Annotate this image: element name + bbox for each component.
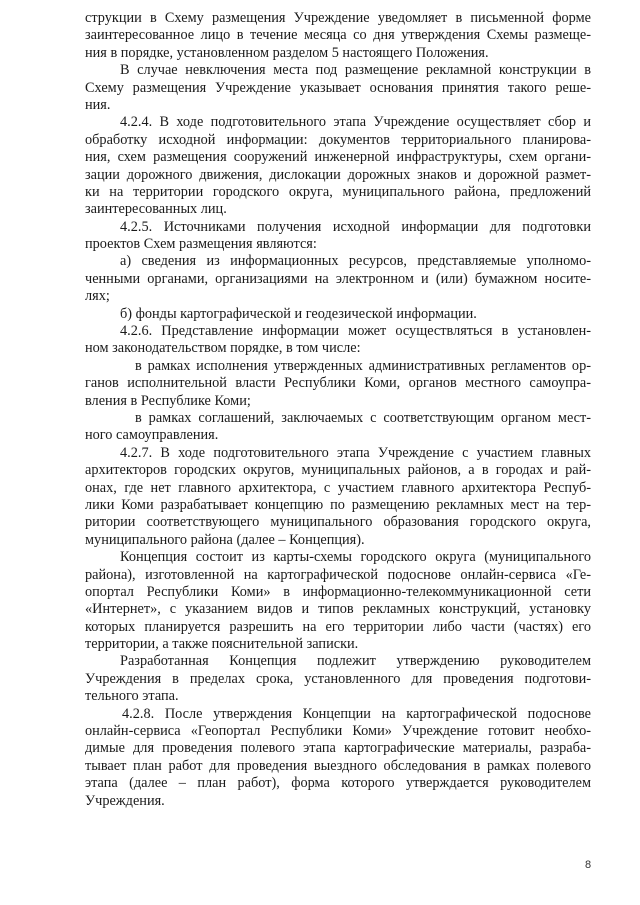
text-line: ганов исполнительной власти Республики Коми, органов местного самоупра-	[85, 375, 591, 392]
text-line: в рамках соглашений, заключаемых с соответствующим органом мест-	[135, 409, 591, 426]
text-line: 4.2.6. Представление информации может осуществляться в установлен-	[120, 323, 591, 340]
text-line: вления в Республике Коми;	[85, 392, 251, 409]
text-line: ном законодательством порядке, в том числе:	[85, 340, 361, 357]
text-line: 4.2.4. В ходе подготовительного этапа Учреждение осуществляет сбор и	[120, 114, 591, 131]
text-line: онлайн-сервиса «Геопортал Республики Коми» Учреждение готовит необхо-	[85, 723, 591, 740]
text-line: б) фонды картографической и геодезической информации.	[120, 305, 477, 322]
text-line: димые для проведения полевого этапа картографические материалы, разраба-	[85, 740, 591, 757]
text-line: тывает план работ для проведения выездного обследования в рамках полевого	[85, 757, 591, 774]
text-line: опортал Республики Коми» в информационно-телекоммуникационной сети	[85, 583, 591, 600]
text-line: ритории соответствующего муниципального образования городского округа,	[85, 514, 591, 531]
text-line: проектов Схем размещения являются:	[85, 236, 317, 253]
page-number: 8	[585, 859, 592, 871]
document-body	[85, 10, 591, 810]
text-line: этапа (далее – план работ), форма которого утверждается руководителем	[85, 775, 591, 792]
text-line: тельного этапа.	[85, 688, 179, 705]
text-line: обработку исходной информации: документов территориального планирова-	[85, 131, 591, 148]
text-line: ния.	[85, 96, 111, 113]
text-line: ния, схем размещения сооружений инженерной инфраструктуры, схем органи-	[85, 149, 591, 166]
text-line: ченными органами, организациями на электронном и (или) бумажном носите-	[85, 270, 591, 287]
text-line: 4.2.8. После утверждения Концепции на картографической подоснове	[122, 705, 591, 722]
text-line: зации дорожного движения, дислокации дорожных знаков и дорожной размет-	[85, 166, 591, 183]
text-line: ки на территории городского округа, муниципального района, предложений	[85, 183, 591, 200]
text-line: Схему размещения Учреждение указывает основания принятия такого реше-	[85, 79, 591, 96]
paragraph	[85, 653, 591, 705]
text-line: архитекторов городских округов, муниципальных районов, а в городах и рай-	[85, 462, 591, 479]
paragraph	[85, 219, 591, 254]
text-line: ния в порядке, установленном разделом 5 настоящего Положения.	[85, 44, 489, 61]
text-line: которых планируется разрешить на его территории либо части (частях) его	[85, 618, 591, 635]
paragraph	[85, 253, 591, 305]
paragraph	[85, 410, 591, 445]
paragraph	[85, 323, 591, 358]
paragraph	[85, 445, 591, 549]
paragraph	[85, 10, 591, 62]
paragraph	[85, 62, 591, 114]
text-line: онах, где нет главного архитектора, с участием главного архитектора Респуб-	[85, 479, 591, 496]
text-line: Учреждения в пределах срока, установленного для проведения подготови-	[85, 670, 591, 687]
text-line: В случае невключения места под размещение рекламной конструкции в	[120, 62, 591, 79]
paragraph	[85, 358, 591, 410]
text-line: территории, а также пояснительной записки.	[85, 636, 359, 653]
text-line: Учреждения.	[85, 792, 165, 809]
text-line: струкции в Схему размещения Учреждение уведомляет в письменной форме	[85, 10, 591, 26]
text-line: «Интернет», с указанием видов и типов рекламных конструкций, установку	[85, 601, 591, 618]
text-line: в рамках исполнения утвержденных административных регламентов ор-	[135, 357, 591, 374]
text-line: 4.2.7. В ходе подготовительного этапа Учреждение с участием главных	[120, 444, 591, 461]
paragraph	[85, 306, 591, 323]
text-line: Разработанная Концепция подлежит утверждению руководителем	[120, 653, 591, 670]
text-line: а) сведения из информационных ресурсов, представляемые уполномо-	[120, 253, 591, 270]
text-line: лики Коми разрабатывает концепцию по размещению рекламных мест на тер-	[85, 496, 591, 513]
text-line: ного самоуправления.	[85, 427, 219, 444]
text-line: Концепция состоит из карты-схемы городского округа (муниципального	[120, 549, 591, 566]
text-line: района), изготовленной на картографической подоснове онлайн-сервиса «Ге-	[85, 566, 591, 583]
paragraph	[85, 706, 591, 810]
text-line: 4.2.5. Источниками получения исходной информации для подготовки	[120, 218, 591, 235]
text-line: заинтересованное лицо в течение месяца со дня утверждения Схемы размеще-	[85, 27, 591, 44]
text-line: заинтересованных лиц.	[85, 201, 227, 218]
text-line: лях;	[85, 288, 110, 305]
text-line: муниципального района (далее – Концепция).	[85, 531, 365, 548]
paragraph	[85, 549, 591, 653]
paragraph	[85, 114, 591, 218]
